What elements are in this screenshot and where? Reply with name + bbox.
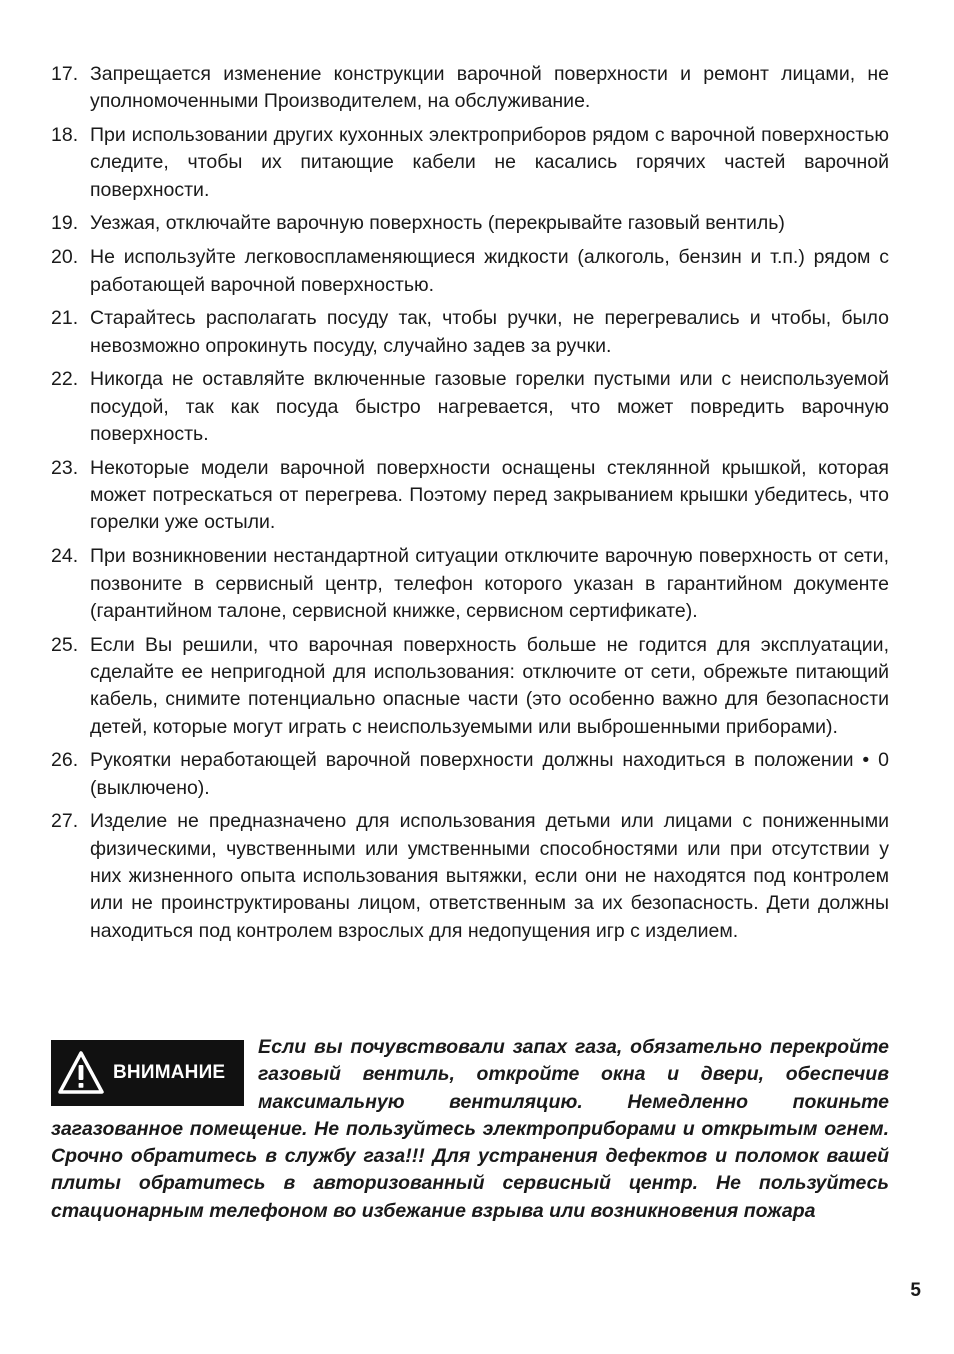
gas-warning-block	[51, 1034, 889, 1225]
item-number: 23.	[51, 456, 79, 479]
item-number: 24.	[51, 545, 79, 568]
item-text: Никогда не оставляйте включенные газовые горелки пустыми или с неиспользуемой посудой, так как посуда быстро нагревается, что может повредить варочную поверхность.	[90, 368, 889, 446]
safety-rules-list	[51, 61, 889, 951]
item-number: 17.	[51, 63, 79, 85]
list-item	[51, 122, 889, 204]
item-number: 27.	[51, 810, 79, 833]
list-item	[51, 632, 889, 741]
list-item	[51, 808, 889, 944]
warning-triangle-icon	[57, 1050, 105, 1096]
item-number: 21.	[51, 307, 79, 330]
list-item	[51, 244, 889, 299]
list-item	[51, 305, 889, 360]
item-text: Изделие не предназначено для использования детьми или лицами с пониженными физическими, чувственными или умственными способностями или при отсутствии у них жизненного опыта использования вытяжки, если они не находятся под контролем или не проинструктированы лицом, ответственным за их безопасность. Дети должны находиться под контролем взрослых для недопущения игр с изделием.	[90, 810, 889, 942]
list-item	[51, 61, 889, 116]
list-item	[51, 543, 889, 625]
item-text: Запрещается изменение конструкции варочной поверхности и ремонт лицами, не уполномоченными Производителем, на обслуживание.	[90, 63, 889, 113]
item-number: 26.	[51, 749, 79, 772]
warning-badge-label: ВНИМАНИЕ	[113, 1062, 226, 1084]
item-text: Рукоятки неработающей варочной поверхности должны находиться в положении • 0 (выключено).	[90, 749, 889, 799]
item-text: При возникновении нестандартной ситуации отключите варочную поверхность от сети, позвоните в сервисный центр, телефон которого указан в гарантийном документе (гарантийном талоне, сервисной книжке, сервисном сертификате).	[90, 545, 889, 622]
item-number: 18.	[51, 124, 79, 147]
item-text: Если Вы решили, что варочная поверхность больше не годится для эксплуатации, сделайте ее непригодной для использования: отключите от сети, обрежьте питающий кабель, снимите потенциально опасные части (это особенно важно для безопасности детей, которые могут играть с неиспользуемыми или выброшенными приборами).	[90, 633, 889, 738]
item-text: Старайтесь располагать посуду так, чтобы ручки, не перегревались и чтобы, было невозможно опрокинуть посуду, случайно задев за ручки.	[90, 307, 889, 357]
list-item	[51, 455, 889, 537]
list-item	[51, 366, 889, 448]
list-item	[51, 210, 889, 237]
item-text: Некоторые модели варочной поверхности оснащены стеклянной крышкой, которая может потрескаться от перегрева. Поэтому перед закрыванием крышки убедитесь, что горелки уже остыли.	[90, 456, 889, 534]
warning-badge	[51, 1040, 244, 1106]
item-number: 20.	[51, 246, 79, 269]
item-text: Не используйте легковоспламеняющиеся жидкости (алкоголь, бензин и т.п.) рядом с работающей варочной поверхностью.	[90, 246, 889, 296]
item-text: При использовании других кухонных электроприборов рядом с варочной поверхностью следите, чтобы их питающие кабели не касались горячих частей варочной поверхности.	[90, 124, 889, 201]
warning-text: Если вы почувствовали запах газа, обязательно перекройте газовый вентиль, откройте окна и двери, обеспечив максимальную вентиляцию. Немедленно покиньте загазованное помещение. Не пользуйтесь электроприборами и открытым огнем. Срочно обратитесь в службу газа!!! Для устранения дефектов и поломок вашей плиты обратитесь в авторизованный сервисный центр. Не пользуйтесь стационарным телефоном во избежание взрыва или возникновения пожара	[51, 1036, 889, 1222]
item-number: 19.	[51, 212, 79, 235]
list-item	[51, 747, 889, 802]
item-number: 22.	[51, 368, 79, 391]
page-number: 5	[910, 1280, 921, 1301]
item-number: 25.	[51, 633, 79, 656]
item-text: Уезжая, отключайте варочную поверхность (перекрывайте газовый вентиль)	[90, 212, 785, 235]
